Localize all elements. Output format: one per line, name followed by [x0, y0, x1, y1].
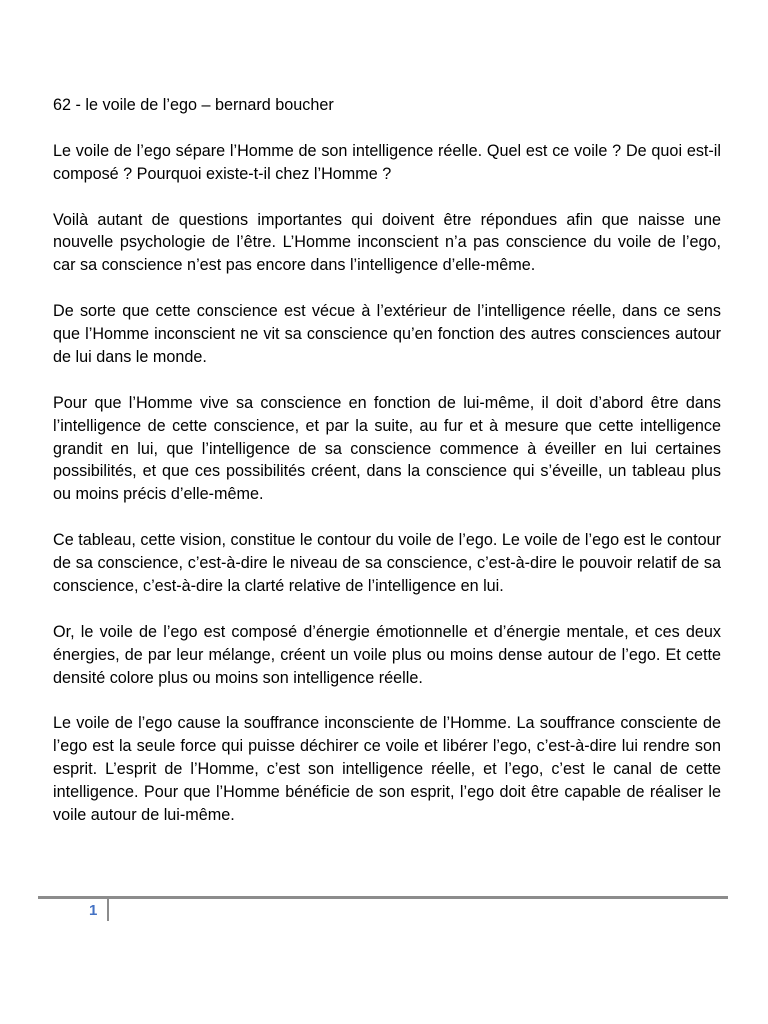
- document-title: 62 - le voile de l’ego – bernard boucher: [53, 96, 334, 114]
- paragraph-5: Ce tableau, cette vision, constitue le contour du voile de l’ego. Le voile de l’ego est le contour de sa conscience, c’est-à-dire le niveau de sa conscience, c’est-à-dire le pouvoir relatif de sa conscience, c’est-à-dire la clarté relative de l’intelligence en lui.: [53, 531, 721, 595]
- page-number: 1: [89, 902, 98, 919]
- paragraph-4: Pour que l’Homme vive sa conscience en fonction de lui-même, il doit d’abord être dans l’intelligence de cette conscience, et par la suite, au fur et à mesure que cette intelligence grandit en lui, que l’intelligence de sa conscience commence à éveiller en lui certaines possibilités, et que ces possibilités créent, dans la conscience qui s’éveille, un tableau plus ou moins précis d’elle-même.: [53, 393, 721, 504]
- paragraph-7: Le voile de l’ego cause la souffrance inconsciente de l’Homme. La souffrance consciente de l’ego est la seule force qui puisse déchirer ce voile et libérer l’ego, c’est-à-dire lui rendre son esprit. L’esprit de l’Homme, c’est son intelligence réelle, et l’ego, c’est le canal de cette intelligence. Pour que l’Homme bénéficie de son esprit, l’ego doit être capable de réaliser le voile autour de lui-même.: [53, 714, 721, 824]
- paragraph-3: De sorte que cette conscience est vécue à l’extérieur de l’intelligence réelle, dans ce sens que l’Homme inconscient ne vit sa conscience qu’en fonction des autres consciences autour de lui dans le monde.: [53, 302, 721, 366]
- footer-divider: [38, 896, 728, 899]
- paragraph-1: Le voile de l’ego sépare l’Homme de son intelligence réelle. Quel est ce voile ? De quoi est-il composé ? Pourquoi existe-t-il chez l’Homme ?: [53, 141, 721, 183]
- paragraph-6: Or, le voile de l’ego est composé d’énergie émotionnelle et d’énergie mentale, et ces deux énergies, de par leur mélange, créent un voile plus ou moins dense autour de l’ego. Et cette densité colore plus ou moins son intelligence réelle.: [53, 622, 721, 687]
- document-body: [53, 94, 721, 850]
- paragraph-2: Voilà autant de questions importantes qui doivent être répondues afin que naisse une nouvelle psychologie de l’être. L’Homme inconscient n’a pas conscience du voile de l’ego, car sa conscience n’est pas encore dans l’intelligence d’elle-même.: [53, 210, 721, 275]
- page-number-separator: [107, 898, 109, 921]
